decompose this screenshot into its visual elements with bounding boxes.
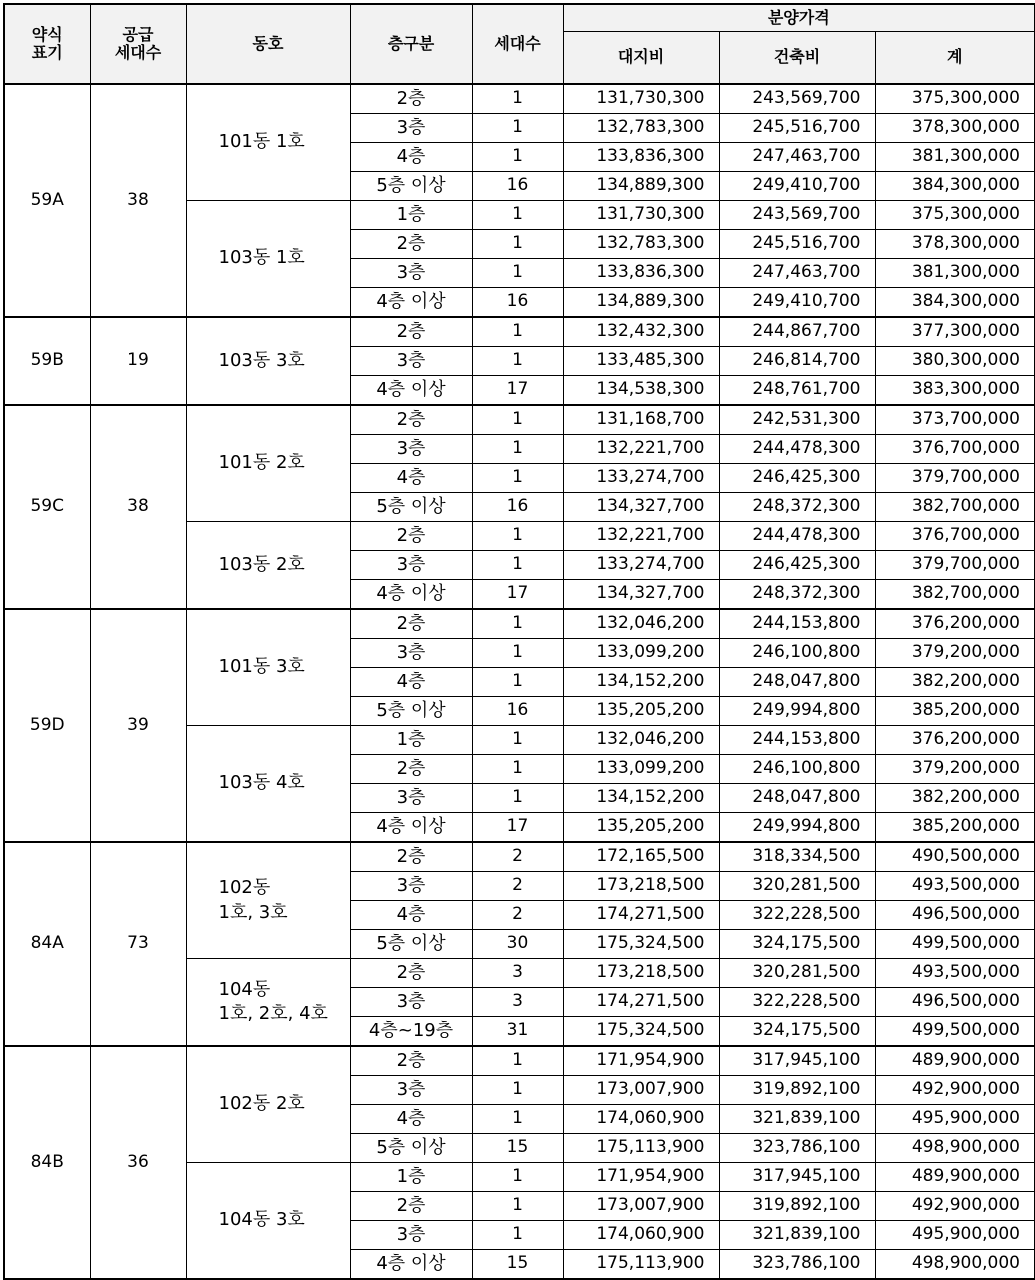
cell-total-price: 382,700,000 bbox=[875, 493, 1035, 522]
cell-land-price: 175,324,500 bbox=[563, 930, 719, 959]
cell-total-price: 380,300,000 bbox=[875, 347, 1035, 376]
header-price-group: 분양가격 bbox=[563, 4, 1035, 32]
cell-building-price: 317,945,100 bbox=[719, 1163, 875, 1192]
cell-total-price: 489,900,000 bbox=[875, 1046, 1035, 1076]
cell-building-price: 244,867,700 bbox=[719, 317, 875, 347]
cell-building-price: 246,425,300 bbox=[719, 464, 875, 493]
cell-total-price: 375,300,000 bbox=[875, 84, 1035, 114]
cell-supply: 36 bbox=[90, 1046, 186, 1279]
cell-total-price: 384,300,000 bbox=[875, 288, 1035, 318]
cell-building-price: 324,175,500 bbox=[719, 1017, 875, 1047]
cell-floor: 3층 bbox=[350, 435, 472, 464]
cell-floor: 2층 bbox=[350, 230, 472, 259]
cell-households: 1 bbox=[472, 114, 563, 143]
price-table-sheet bbox=[3, 3, 1035, 1277]
cell-total-price: 378,300,000 bbox=[875, 114, 1035, 143]
cell-building-price: 248,047,800 bbox=[719, 784, 875, 813]
cell-land-price: 134,152,200 bbox=[563, 784, 719, 813]
cell-total-price: 379,700,000 bbox=[875, 551, 1035, 580]
cell-land-price: 175,113,900 bbox=[563, 1250, 719, 1280]
cell-households: 17 bbox=[472, 813, 563, 843]
cell-total-price: 495,900,000 bbox=[875, 1105, 1035, 1134]
cell-total-price: 375,300,000 bbox=[875, 201, 1035, 230]
cell-households: 30 bbox=[472, 930, 563, 959]
cell-supply: 39 bbox=[90, 609, 186, 842]
table-row bbox=[4, 842, 1035, 872]
price-table bbox=[3, 3, 1035, 1280]
cell-land-price: 173,218,500 bbox=[563, 959, 719, 988]
cell-supply: 19 bbox=[90, 317, 186, 405]
cell-building-price: 244,153,800 bbox=[719, 726, 875, 755]
cell-land-price: 131,730,300 bbox=[563, 84, 719, 114]
cell-floor: 5층 이상 bbox=[350, 172, 472, 201]
cell-building-price: 244,478,300 bbox=[719, 522, 875, 551]
cell-total-price: 489,900,000 bbox=[875, 1163, 1035, 1192]
cell-floor: 2층 bbox=[350, 405, 472, 435]
cell-floor: 2층 bbox=[350, 317, 472, 347]
cell-total-price: 373,700,000 bbox=[875, 405, 1035, 435]
cell-households: 17 bbox=[472, 376, 563, 406]
cell-dongho: 102동 1호, 3호 bbox=[186, 842, 350, 959]
cell-building-price: 246,425,300 bbox=[719, 551, 875, 580]
cell-dongho: 101동 3호 bbox=[186, 609, 350, 726]
cell-households: 1 bbox=[472, 405, 563, 435]
cell-households: 1 bbox=[472, 317, 563, 347]
cell-total-price: 490,500,000 bbox=[875, 842, 1035, 872]
cell-dongho: 101동 2호 bbox=[186, 405, 350, 522]
cell-households: 1 bbox=[472, 259, 563, 288]
cell-land-price: 131,168,700 bbox=[563, 405, 719, 435]
cell-floor: 2층 bbox=[350, 609, 472, 639]
cell-building-price: 321,839,100 bbox=[719, 1221, 875, 1250]
cell-land-price: 134,327,700 bbox=[563, 493, 719, 522]
table-row bbox=[4, 84, 1035, 114]
cell-total-price: 499,500,000 bbox=[875, 1017, 1035, 1047]
cell-dongho: 103동 3호 bbox=[186, 317, 350, 405]
cell-building-price: 248,761,700 bbox=[719, 376, 875, 406]
cell-land-price: 175,324,500 bbox=[563, 1017, 719, 1047]
cell-households: 1 bbox=[472, 1192, 563, 1221]
cell-building-price: 246,814,700 bbox=[719, 347, 875, 376]
cell-floor: 3층 bbox=[350, 114, 472, 143]
cell-land-price: 134,538,300 bbox=[563, 376, 719, 406]
header-households: 세대수 bbox=[472, 4, 563, 84]
cell-total-price: 376,700,000 bbox=[875, 522, 1035, 551]
cell-floor: 3층 bbox=[350, 1221, 472, 1250]
cell-building-price: 317,945,100 bbox=[719, 1046, 875, 1076]
cell-floor: 1층 bbox=[350, 726, 472, 755]
cell-households: 1 bbox=[472, 84, 563, 114]
cell-floor: 3층 bbox=[350, 988, 472, 1017]
cell-building-price: 244,478,300 bbox=[719, 435, 875, 464]
cell-floor: 2층 bbox=[350, 755, 472, 784]
cell-floor: 5층 이상 bbox=[350, 930, 472, 959]
cell-land-price: 135,205,200 bbox=[563, 813, 719, 843]
cell-building-price: 322,228,500 bbox=[719, 988, 875, 1017]
cell-building-price: 319,892,100 bbox=[719, 1192, 875, 1221]
cell-total-price: 381,300,000 bbox=[875, 259, 1035, 288]
table-row bbox=[4, 1046, 1035, 1076]
cell-land-price: 132,432,300 bbox=[563, 317, 719, 347]
header-floor: 층구분 bbox=[350, 4, 472, 84]
cell-land-price: 134,889,300 bbox=[563, 288, 719, 318]
cell-land-price: 132,046,200 bbox=[563, 609, 719, 639]
cell-building-price: 246,100,800 bbox=[719, 755, 875, 784]
cell-households: 17 bbox=[472, 580, 563, 610]
cell-total-price: 496,500,000 bbox=[875, 988, 1035, 1017]
cell-floor: 3층 bbox=[350, 259, 472, 288]
cell-dongho: 103동 1호 bbox=[186, 201, 350, 318]
cell-land-price: 173,007,900 bbox=[563, 1076, 719, 1105]
cell-building-price: 249,410,700 bbox=[719, 172, 875, 201]
cell-households: 2 bbox=[472, 872, 563, 901]
header-land: 대지비 bbox=[563, 32, 719, 85]
cell-total-price: 385,200,000 bbox=[875, 813, 1035, 843]
cell-floor: 1층 bbox=[350, 1163, 472, 1192]
cell-building-price: 323,786,100 bbox=[719, 1134, 875, 1163]
cell-dongho: 103동 2호 bbox=[186, 522, 350, 610]
cell-building-price: 243,569,700 bbox=[719, 201, 875, 230]
cell-households: 31 bbox=[472, 1017, 563, 1047]
cell-floor: 2층 bbox=[350, 959, 472, 988]
cell-dongho: 103동 4호 bbox=[186, 726, 350, 843]
cell-floor: 2층 bbox=[350, 1046, 472, 1076]
cell-total-price: 378,300,000 bbox=[875, 230, 1035, 259]
cell-households: 16 bbox=[472, 493, 563, 522]
cell-floor: 4층 이상 bbox=[350, 813, 472, 843]
cell-floor: 3층 bbox=[350, 347, 472, 376]
cell-land-price: 134,327,700 bbox=[563, 580, 719, 610]
cell-households: 2 bbox=[472, 842, 563, 872]
cell-dongho: 101동 1호 bbox=[186, 84, 350, 201]
cell-floor: 3층 bbox=[350, 639, 472, 668]
cell-total-price: 499,500,000 bbox=[875, 930, 1035, 959]
cell-total-price: 495,900,000 bbox=[875, 1221, 1035, 1250]
cell-households: 1 bbox=[472, 522, 563, 551]
cell-land-price: 132,221,700 bbox=[563, 435, 719, 464]
header-supply-label: 공급 세대수 bbox=[114, 24, 162, 62]
cell-floor: 4층 bbox=[350, 901, 472, 930]
cell-dongho: 104동 1호, 2호, 4호 bbox=[186, 959, 350, 1047]
cell-total-price: 379,200,000 bbox=[875, 755, 1035, 784]
cell-households: 16 bbox=[472, 697, 563, 726]
cell-building-price: 244,153,800 bbox=[719, 609, 875, 639]
cell-households: 1 bbox=[472, 1046, 563, 1076]
cell-building-price: 247,463,700 bbox=[719, 259, 875, 288]
cell-total-price: 376,700,000 bbox=[875, 435, 1035, 464]
cell-floor: 4층 이상 bbox=[350, 1250, 472, 1280]
cell-land-price: 175,113,900 bbox=[563, 1134, 719, 1163]
cell-households: 1 bbox=[472, 435, 563, 464]
cell-total-price: 376,200,000 bbox=[875, 609, 1035, 639]
cell-floor: 2층 bbox=[350, 842, 472, 872]
cell-total-price: 498,900,000 bbox=[875, 1134, 1035, 1163]
cell-households: 1 bbox=[472, 551, 563, 580]
cell-total-price: 379,200,000 bbox=[875, 639, 1035, 668]
cell-total-price: 382,200,000 bbox=[875, 784, 1035, 813]
cell-land-price: 174,060,900 bbox=[563, 1105, 719, 1134]
cell-households: 1 bbox=[472, 143, 563, 172]
cell-households: 1 bbox=[472, 755, 563, 784]
cell-total-price: 492,900,000 bbox=[875, 1192, 1035, 1221]
table-row bbox=[4, 317, 1035, 347]
cell-households: 1 bbox=[472, 609, 563, 639]
cell-floor: 5층 이상 bbox=[350, 493, 472, 522]
cell-floor: 4층 bbox=[350, 668, 472, 697]
cell-land-price: 133,099,200 bbox=[563, 755, 719, 784]
cell-building-price: 245,516,700 bbox=[719, 114, 875, 143]
cell-building-price: 242,531,300 bbox=[719, 405, 875, 435]
cell-land-price: 174,271,500 bbox=[563, 901, 719, 930]
cell-total-price: 382,700,000 bbox=[875, 580, 1035, 610]
cell-households: 3 bbox=[472, 959, 563, 988]
cell-land-price: 172,165,500 bbox=[563, 842, 719, 872]
cell-total-price: 381,300,000 bbox=[875, 143, 1035, 172]
cell-floor: 4층 bbox=[350, 143, 472, 172]
cell-dongho: 104동 3호 bbox=[186, 1163, 350, 1280]
cell-building-price: 320,281,500 bbox=[719, 959, 875, 988]
cell-households: 2 bbox=[472, 901, 563, 930]
header-building: 건축비 bbox=[719, 32, 875, 85]
cell-floor: 4층 bbox=[350, 1105, 472, 1134]
cell-total-price: 383,300,000 bbox=[875, 376, 1035, 406]
cell-households: 1 bbox=[472, 639, 563, 668]
cell-building-price: 249,994,800 bbox=[719, 697, 875, 726]
cell-households: 16 bbox=[472, 288, 563, 318]
cell-land-price: 174,060,900 bbox=[563, 1221, 719, 1250]
cell-land-price: 173,218,500 bbox=[563, 872, 719, 901]
cell-households: 1 bbox=[472, 784, 563, 813]
cell-land-price: 171,954,900 bbox=[563, 1163, 719, 1192]
cell-building-price: 246,100,800 bbox=[719, 639, 875, 668]
cell-total-price: 498,900,000 bbox=[875, 1250, 1035, 1280]
cell-land-price: 174,271,500 bbox=[563, 988, 719, 1017]
cell-floor: 4층 이상 bbox=[350, 376, 472, 406]
cell-total-price: 377,300,000 bbox=[875, 317, 1035, 347]
cell-land-price: 133,836,300 bbox=[563, 259, 719, 288]
cell-land-price: 133,274,700 bbox=[563, 464, 719, 493]
table-row bbox=[4, 405, 1035, 435]
cell-type: 59A bbox=[4, 84, 90, 317]
header-total: 계 bbox=[875, 32, 1035, 85]
cell-households: 3 bbox=[472, 988, 563, 1017]
cell-supply: 38 bbox=[90, 84, 186, 317]
cell-supply: 38 bbox=[90, 405, 186, 609]
cell-building-price: 249,994,800 bbox=[719, 813, 875, 843]
cell-households: 1 bbox=[472, 464, 563, 493]
cell-households: 1 bbox=[472, 668, 563, 697]
cell-building-price: 322,228,500 bbox=[719, 901, 875, 930]
cell-building-price: 249,410,700 bbox=[719, 288, 875, 318]
cell-building-price: 318,334,500 bbox=[719, 842, 875, 872]
cell-building-price: 243,569,700 bbox=[719, 84, 875, 114]
cell-total-price: 384,300,000 bbox=[875, 172, 1035, 201]
cell-households: 1 bbox=[472, 347, 563, 376]
cell-households: 1 bbox=[472, 1076, 563, 1105]
cell-total-price: 493,500,000 bbox=[875, 959, 1035, 988]
cell-households: 1 bbox=[472, 1163, 563, 1192]
cell-building-price: 323,786,100 bbox=[719, 1250, 875, 1280]
cell-households: 1 bbox=[472, 726, 563, 755]
table-row bbox=[4, 609, 1035, 639]
cell-type: 59B bbox=[4, 317, 90, 405]
cell-building-price: 245,516,700 bbox=[719, 230, 875, 259]
cell-building-price: 320,281,500 bbox=[719, 872, 875, 901]
cell-land-price: 133,485,300 bbox=[563, 347, 719, 376]
cell-floor: 1층 bbox=[350, 201, 472, 230]
cell-land-price: 132,046,200 bbox=[563, 726, 719, 755]
cell-type: 84B bbox=[4, 1046, 90, 1279]
cell-land-price: 131,730,300 bbox=[563, 201, 719, 230]
cell-total-price: 376,200,000 bbox=[875, 726, 1035, 755]
cell-building-price: 248,047,800 bbox=[719, 668, 875, 697]
cell-building-price: 321,839,100 bbox=[719, 1105, 875, 1134]
cell-households: 1 bbox=[472, 230, 563, 259]
cell-land-price: 135,205,200 bbox=[563, 697, 719, 726]
cell-land-price: 133,836,300 bbox=[563, 143, 719, 172]
cell-floor: 4층 bbox=[350, 464, 472, 493]
cell-floor: 2층 bbox=[350, 84, 472, 114]
cell-type: 59C bbox=[4, 405, 90, 609]
cell-type: 59D bbox=[4, 609, 90, 842]
cell-building-price: 248,372,300 bbox=[719, 493, 875, 522]
cell-land-price: 132,783,300 bbox=[563, 230, 719, 259]
cell-total-price: 492,900,000 bbox=[875, 1076, 1035, 1105]
cell-floor: 3층 bbox=[350, 872, 472, 901]
cell-floor: 3층 bbox=[350, 551, 472, 580]
cell-floor: 3층 bbox=[350, 1076, 472, 1105]
cell-households: 16 bbox=[472, 172, 563, 201]
cell-floor: 4층 이상 bbox=[350, 288, 472, 318]
cell-total-price: 382,200,000 bbox=[875, 668, 1035, 697]
cell-land-price: 173,007,900 bbox=[563, 1192, 719, 1221]
cell-supply: 73 bbox=[90, 842, 186, 1046]
cell-land-price: 133,099,200 bbox=[563, 639, 719, 668]
cell-households: 1 bbox=[472, 1105, 563, 1134]
cell-type: 84A bbox=[4, 842, 90, 1046]
header-dongho: 동호 bbox=[186, 4, 350, 84]
cell-floor: 2층 bbox=[350, 1192, 472, 1221]
table-header bbox=[4, 4, 1035, 84]
header-type bbox=[4, 4, 90, 84]
cell-floor: 2층 bbox=[350, 522, 472, 551]
cell-households: 15 bbox=[472, 1250, 563, 1280]
cell-building-price: 319,892,100 bbox=[719, 1076, 875, 1105]
cell-land-price: 132,783,300 bbox=[563, 114, 719, 143]
cell-floor: 4층~19층 bbox=[350, 1017, 472, 1047]
cell-building-price: 248,372,300 bbox=[719, 580, 875, 610]
cell-total-price: 493,500,000 bbox=[875, 872, 1035, 901]
cell-floor: 5층 이상 bbox=[350, 697, 472, 726]
table-body bbox=[4, 84, 1035, 1279]
cell-building-price: 247,463,700 bbox=[719, 143, 875, 172]
cell-building-price: 324,175,500 bbox=[719, 930, 875, 959]
cell-floor: 4층 이상 bbox=[350, 580, 472, 610]
cell-total-price: 385,200,000 bbox=[875, 697, 1035, 726]
cell-total-price: 379,700,000 bbox=[875, 464, 1035, 493]
cell-households: 1 bbox=[472, 1221, 563, 1250]
cell-households: 15 bbox=[472, 1134, 563, 1163]
cell-land-price: 171,954,900 bbox=[563, 1046, 719, 1076]
cell-land-price: 133,274,700 bbox=[563, 551, 719, 580]
header-type-label: 약식 표기 bbox=[31, 24, 63, 62]
cell-households: 1 bbox=[472, 201, 563, 230]
cell-floor: 3층 bbox=[350, 784, 472, 813]
cell-dongho: 102동 2호 bbox=[186, 1046, 350, 1163]
cell-total-price: 496,500,000 bbox=[875, 901, 1035, 930]
cell-land-price: 134,889,300 bbox=[563, 172, 719, 201]
cell-floor: 5층 이상 bbox=[350, 1134, 472, 1163]
header-supply bbox=[90, 4, 186, 84]
cell-land-price: 132,221,700 bbox=[563, 522, 719, 551]
cell-land-price: 134,152,200 bbox=[563, 668, 719, 697]
